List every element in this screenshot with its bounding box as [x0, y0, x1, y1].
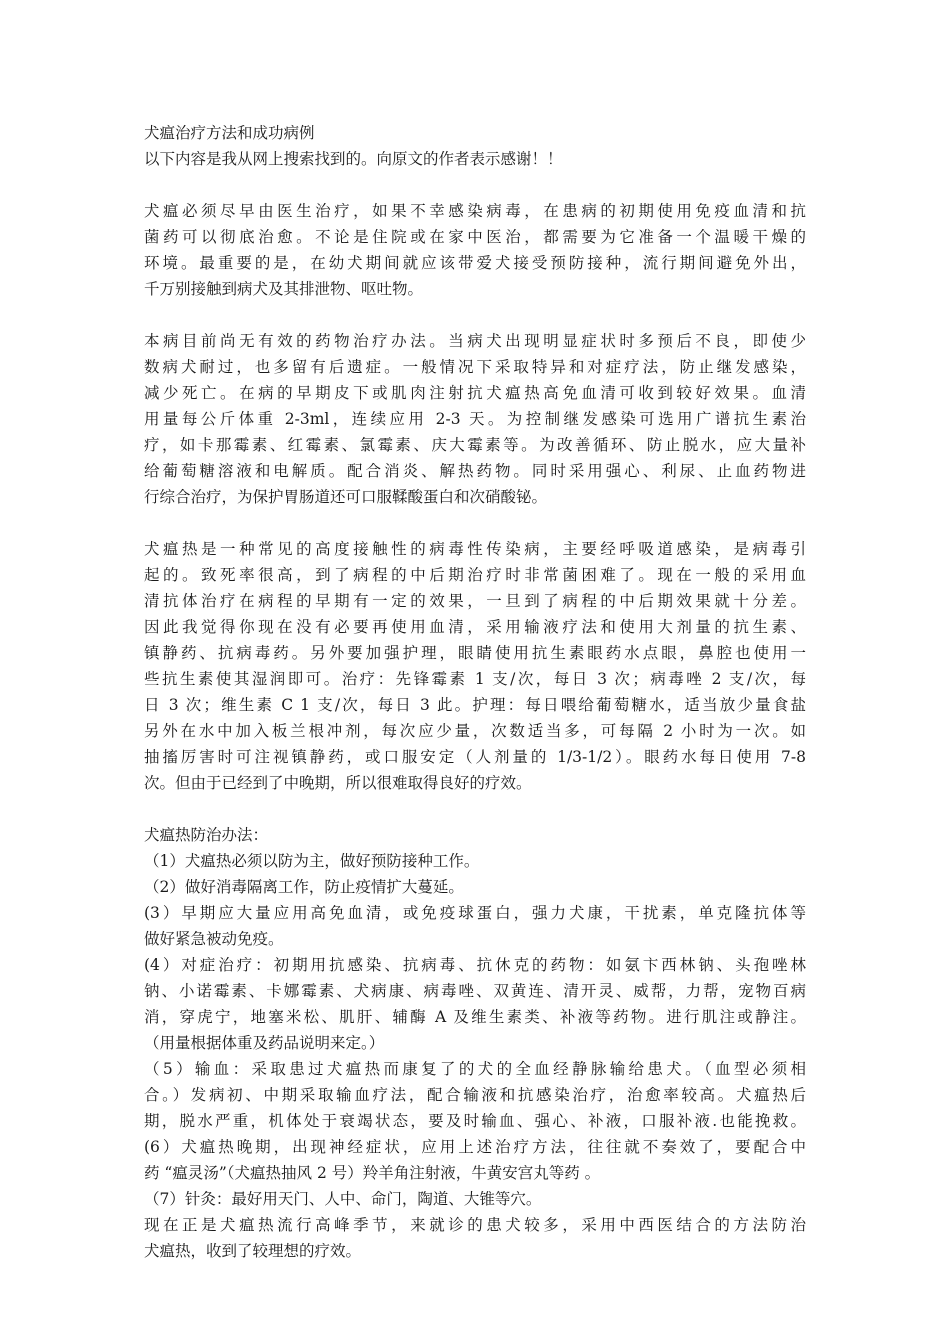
- text-line: 些抗生素使其湿润即可。治疗：先锋霉素 1 支/次，每日 3 次；病毒唑 2 支/次，每: [144, 670, 806, 688]
- paragraph-spacer: [144, 302, 806, 328]
- text-line: 镇静药、抗病毒药。另外要加强护理，眼睛使用抗生素眼药水点眼，鼻腔也使用一: [144, 644, 806, 662]
- paragraph-4: [144, 822, 806, 1264]
- text-line: 次。但由于已经到了中晚期，所以很难取得良好的疗效。: [144, 774, 532, 792]
- text-line: 日 3 次；维生素 C 1 支/次，每日 3 此。护理：每日喂给葡萄糖水，适当放少量食盐: [144, 696, 806, 714]
- list-item-continuation: （用量根据体重及药品说明来定。）: [144, 1034, 385, 1052]
- closing-line: 现在正是犬瘟热流行高峰季节，来就诊的患犬较多，采用中西医结合的方法防治: [144, 1216, 806, 1234]
- list-item-continuation: 钠、小诺霉素、卡娜霉素、犬病康、病毒唑、双黄连、清开灵、威帮，力帮，宠物百病: [144, 982, 806, 1000]
- text-line: 起的。致死率很高，到了病程的中后期治疗时非常菌困难了。现在一般的采用血: [144, 566, 806, 584]
- paragraph-1: [144, 198, 806, 302]
- document-title: 犬瘟治疗方法和成功病例: [144, 124, 315, 142]
- text-line: 给葡萄糖溶液和电解质。配合消炎、解热药物。同时采用强心、利尿、止血药物进: [144, 462, 806, 480]
- list-item-continuation: 药 “瘟灵汤”（犬瘟热抽风 2 号）羚羊角注射液，牛黄安宫丸等药 。: [144, 1164, 601, 1182]
- paragraph-3: [144, 536, 806, 796]
- list-item: （7）针灸：最好用天门、人中、命门，陶道、大锥等穴。: [144, 1190, 542, 1208]
- text-line: 菌药可以彻底治愈。不论是住院或在家中医治，都需要为它准备一个温暖干燥的: [144, 228, 806, 246]
- paragraph-spacer: [144, 796, 806, 822]
- intro-line: 以下内容是我从网上搜索找到的。向原文的作者表示感谢！！: [144, 150, 563, 168]
- text-line: 用量每公斤体重 2-3ml，连续应用 2-3 天。为控制继发感染可选用广谱抗生素治: [144, 410, 806, 428]
- text-line: 环境。最重要的是，在幼犬期间就应该带爱犬接受预防接种，流行期间避免外出，: [144, 254, 806, 272]
- text-line: 本病目前尚无有效的药物治疗办法。当病犬出现明显症状时多预后不良，即使少: [144, 332, 806, 350]
- text-line: 疗，如卡那霉素、红霉素、氯霉素、庆大霉素等。为改善循环、防止脱水，应大量补: [144, 436, 806, 454]
- text-line: 另外在水中加入板兰根冲剂，每次应少量，次数适当多，可每隔 2 小时为一次。如: [144, 722, 806, 740]
- list-item: （5）输血：采取患过犬瘟热而康复了的犬的全血经静脉输给患犬。（血型必须相: [144, 1060, 806, 1078]
- list-item: （1）犬瘟热必须以防为主，做好预防接种工作。: [144, 852, 480, 870]
- text-line: 行综合治疗，为保护胃肠道还可口服鞣酸蛋白和次硝酸铋。: [144, 488, 548, 506]
- list-item-continuation: 消，穿虎宁，地塞米松、肌肝、辅酶 A 及维生素类、补液等药物。进行肌注或静注。: [144, 1008, 806, 1026]
- paragraph-spacer: [144, 510, 806, 536]
- text-line: 抽搐厉害时可注视镇静药，或口服安定（人剂量的 1/3-1/2）。眼药水每日使用 7-8: [144, 748, 806, 766]
- text-line: 清抗体治疗在病程的早期有一定的效果，一旦到了病程的中后期效果就十分差。: [144, 592, 806, 610]
- text-line: 因此我觉得你现在没有必要再使用血清，采用输液疗法和使用大剂量的抗生素、: [144, 618, 806, 636]
- list-item-continuation: 做好紧急被动免疫。: [144, 930, 284, 948]
- list-item-continuation: 期，脱水严重，机体处于衰竭状态，要及时输血、强心、补液，口服补液.也能挽救。: [144, 1112, 806, 1130]
- text-line: 千万别接触到病犬及其排泄物、呕吐物。: [144, 280, 424, 298]
- list-item-continuation: 合。）发病初、中期采取输血疗法，配合输液和抗感染治疗，治愈率较高。犬瘟热后: [144, 1086, 806, 1104]
- text-line: 犬瘟热是一种常见的高度接触性的病毒性传染病，主要经呼吸道感染，是病毒引: [144, 540, 806, 558]
- section-heading: 犬瘟热防治办法：: [144, 826, 269, 844]
- document-page: [144, 120, 806, 1264]
- text-line: 数病犬耐过，也多留有后遗症。一般情况下采取特异和对症疗法，防止继发感染，: [144, 358, 806, 376]
- text-line: 犬瘟必须尽早由医生治疗，如果不幸感染病毒，在患病的初期使用免疫血清和抗: [144, 202, 806, 220]
- list-item: (3）早期应大量应用高免血清，或免疫球蛋白，强力犬康，干扰素，单克隆抗体等: [144, 904, 806, 922]
- text-line: 减少死亡。在病的早期皮下或肌肉注射抗犬瘟热高免血清可收到较好效果。血清: [144, 384, 806, 402]
- list-item: (6）犬瘟热晚期，出现神经症状，应用上述治疗方法，往往就不奏效了，要配合中: [144, 1138, 806, 1156]
- paragraph-2: [144, 328, 806, 510]
- closing-line: 犬瘟热，收到了较理想的疗效。: [144, 1242, 362, 1260]
- paragraph-spacer: [144, 172, 806, 198]
- list-item: (4）对症治疗：初期用抗感染、抗病毒、抗休克的药物：如氨卞西林钠、头孢唑林: [144, 956, 806, 974]
- list-item: （2）做好消毒隔离工作，防止疫情扩大蔓延。: [144, 878, 464, 896]
